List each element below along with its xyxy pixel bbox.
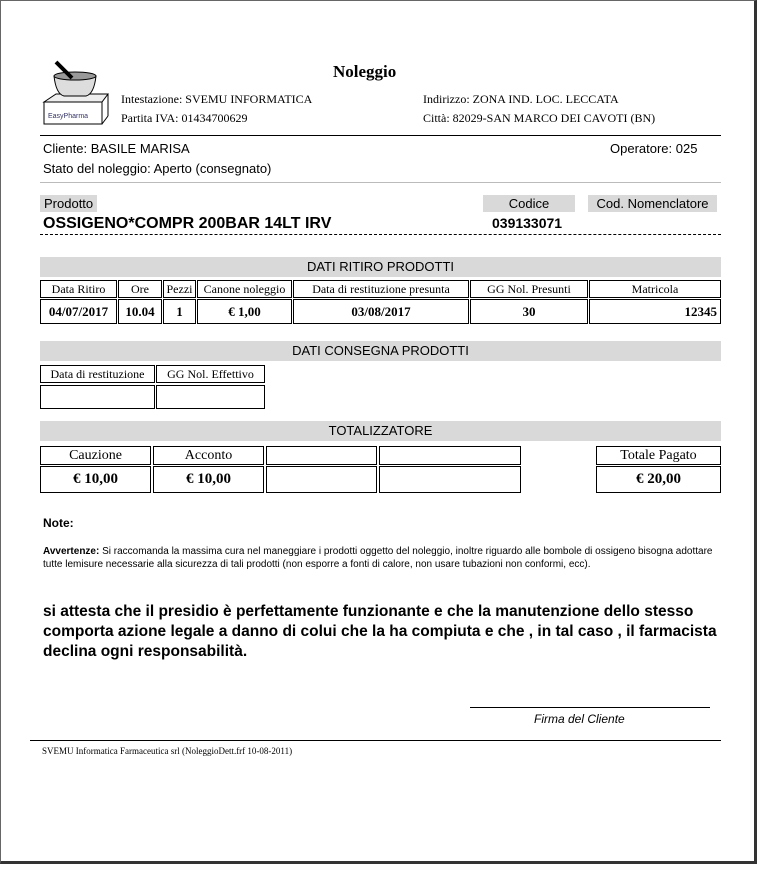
document-title: Noleggio <box>333 62 397 81</box>
ritiro-header: Canone noleggio <box>197 280 292 298</box>
avvertenze-text: Si raccomanda la massima cura nel maneggiare i prodotti oggetto del noleggio, inoltre riguardo alle bombole di ossigeno bisogna adottare tutte lemisure necessarie alla sicurezza di tali prodotti (non esporre a fonti di calore, non usare tubazioni non conformi, ecc). <box>43 546 713 570</box>
consegna-header: Data di restituzione <box>40 365 155 383</box>
divider <box>40 182 721 183</box>
totale-header <box>266 446 377 465</box>
totale-header: Totale Pagato <box>596 446 721 465</box>
ritiro-header: Data di restituzione presunta <box>293 280 469 298</box>
avvertenze-label: Avvertenze: <box>43 546 100 557</box>
label-prodotto: Prodotto <box>40 195 97 212</box>
prodotto-codice: 039133071 <box>492 215 563 231</box>
firma-label: Firma del Cliente <box>534 712 625 726</box>
totalizzatore-section-title: TOTALIZZATORE <box>40 421 721 441</box>
signature-line <box>470 707 710 708</box>
partita-iva: Partita IVA: 01434700629 <box>121 111 248 125</box>
totale-header: Cauzione <box>40 446 151 465</box>
label-codice: Codice <box>483 195 575 212</box>
intestazione: Intestazione: SVEMU INFORMATICA <box>121 92 313 106</box>
totale-value: € 20,00 <box>596 466 721 493</box>
ritiro-header: GG Nol. Presunti <box>470 280 588 298</box>
totale-header <box>379 446 521 465</box>
footer-text: SVEMU Informatica Farmaceutica srl (NoleggioDett.frf 10-08-2011) <box>42 746 293 756</box>
totale-value <box>379 466 521 493</box>
cliente: Cliente: BASILE MARISA <box>43 141 190 156</box>
ritiro-value: 1 <box>163 299 196 324</box>
consegna-section-title: DATI CONSEGNA PRODOTTI <box>40 341 721 361</box>
avvertenze <box>43 545 723 571</box>
stato-noleggio: Stato del noleggio: Aperto (consegnato) <box>43 161 272 176</box>
ritiro-header: Data Ritiro <box>40 280 117 298</box>
totale-header: Acconto <box>153 446 264 465</box>
ritiro-header: Matricola <box>589 280 721 298</box>
ritiro-value: € 1,00 <box>197 299 292 324</box>
mortar-logo-icon <box>42 60 112 128</box>
prodotto-nome: OSSIGENO*COMPR 200BAR 14LT IRV <box>43 215 332 232</box>
totale-value <box>266 466 377 493</box>
label-nomenclatore: Cod. Nomenclatore <box>588 195 717 212</box>
citta: Città: 82029-SAN MARCO DEI CAVOTI (BN) <box>423 111 656 125</box>
ritiro-value: 10.04 <box>118 299 162 324</box>
indirizzo: Indirizzo: ZONA IND. LOC. LECCATA <box>423 92 619 106</box>
note-label: Note: <box>43 516 74 530</box>
ritiro-value: 04/07/2017 <box>40 299 117 324</box>
footer-divider <box>30 740 721 741</box>
ritiro-section-title: DATI RITIRO PRODOTTI <box>40 257 721 277</box>
ritiro-header: Ore <box>118 280 162 298</box>
svg-text:EasyPharma: EasyPharma <box>48 113 89 120</box>
consegna-header: GG Nol. Effettivo <box>156 365 265 383</box>
ritiro-value: 03/08/2017 <box>293 299 469 324</box>
consegna-value <box>40 385 155 409</box>
attestazione: si attesta che il presidio è perfettamente funzionante e che la manutenzione dello stesso comporta azione legale a danno di colui che la ha compiuta e che , in tal caso , il farmacista declina ogni responsabilità. <box>43 603 717 660</box>
operatore: Operatore: 025 <box>610 141 698 156</box>
ritiro-value: 30 <box>470 299 588 324</box>
totale-value: € 10,00 <box>40 466 151 493</box>
dashed-divider <box>40 234 721 235</box>
ritiro-header: Pezzi <box>163 280 196 298</box>
ritiro-value: 12345 <box>589 299 721 324</box>
totale-value: € 10,00 <box>153 466 264 493</box>
consegna-value <box>156 385 265 409</box>
divider <box>40 135 721 136</box>
